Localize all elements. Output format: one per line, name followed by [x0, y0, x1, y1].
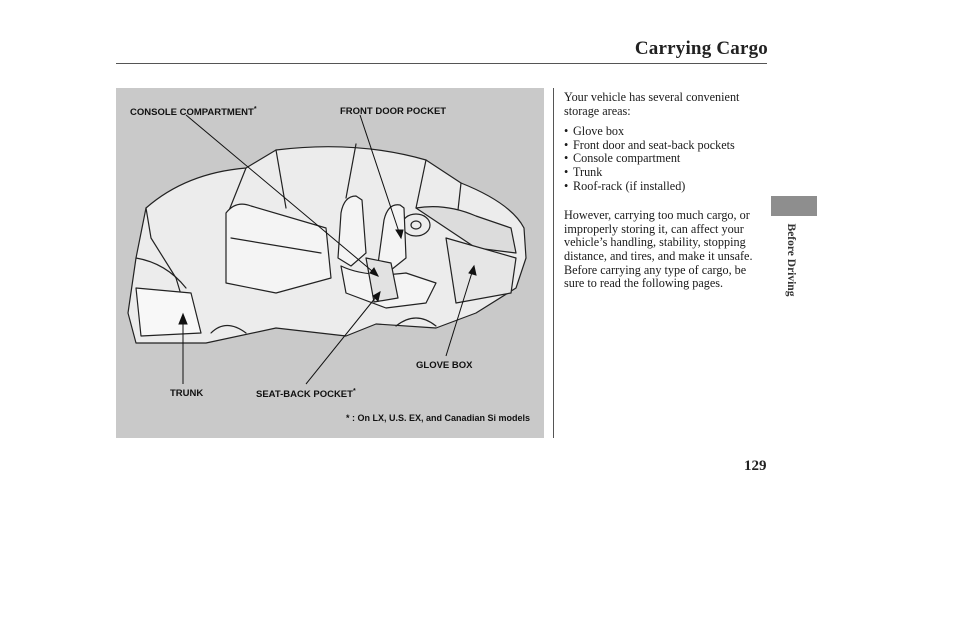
callout-glove-box: GLOVE BOX [416, 360, 473, 371]
column-divider [553, 88, 554, 438]
list-item: • Console compartment [564, 152, 769, 166]
intro-paragraph: Your vehicle has several convenient storage areas: [564, 90, 740, 118]
section-tab-marker [771, 196, 817, 216]
callout-seatback-text: SEAT-BACK POCKET [256, 389, 353, 401]
callout-console-text: CONSOLE COMPARTMENT [130, 107, 254, 119]
callout-trunk: TRUNK [170, 388, 204, 399]
list-item: • Glove box [564, 125, 769, 139]
list-item: • Roof-rack (if installed) [564, 180, 769, 194]
warning-paragraph: However, carrying too much cargo, or improperly storing it, can affect your vehicle’s handling, stability, stopping distance, and tires, and make it unsafe. Before carrying any type of cargo, be sure to read the following pages. [564, 208, 753, 291]
section-tab-text: Before Driving [785, 223, 797, 297]
storage-list [564, 125, 769, 193]
car-interior-figure [116, 88, 544, 438]
section-tab-label [783, 220, 799, 300]
figure-footnote: * : On LX, U.S. EX, and Canadian Si models [345, 413, 530, 423]
callout-seatback-asterisk: * [352, 388, 356, 395]
body-text [564, 91, 769, 291]
callout-console-asterisk: * [253, 106, 257, 113]
header-rule [116, 63, 767, 64]
callout-front-door-pocket: FRONT DOOR POCKET [340, 106, 447, 117]
list-item: • Front door and seat-back pockets [564, 139, 769, 153]
car-cutaway-illustration [116, 88, 544, 438]
callout-console-compartment [130, 106, 257, 118]
callout-seat-back-pocket [256, 388, 356, 400]
section-title: Carrying Cargo [634, 38, 768, 59]
list-item: • Trunk [564, 166, 769, 180]
page-number: 129 [744, 458, 767, 474]
